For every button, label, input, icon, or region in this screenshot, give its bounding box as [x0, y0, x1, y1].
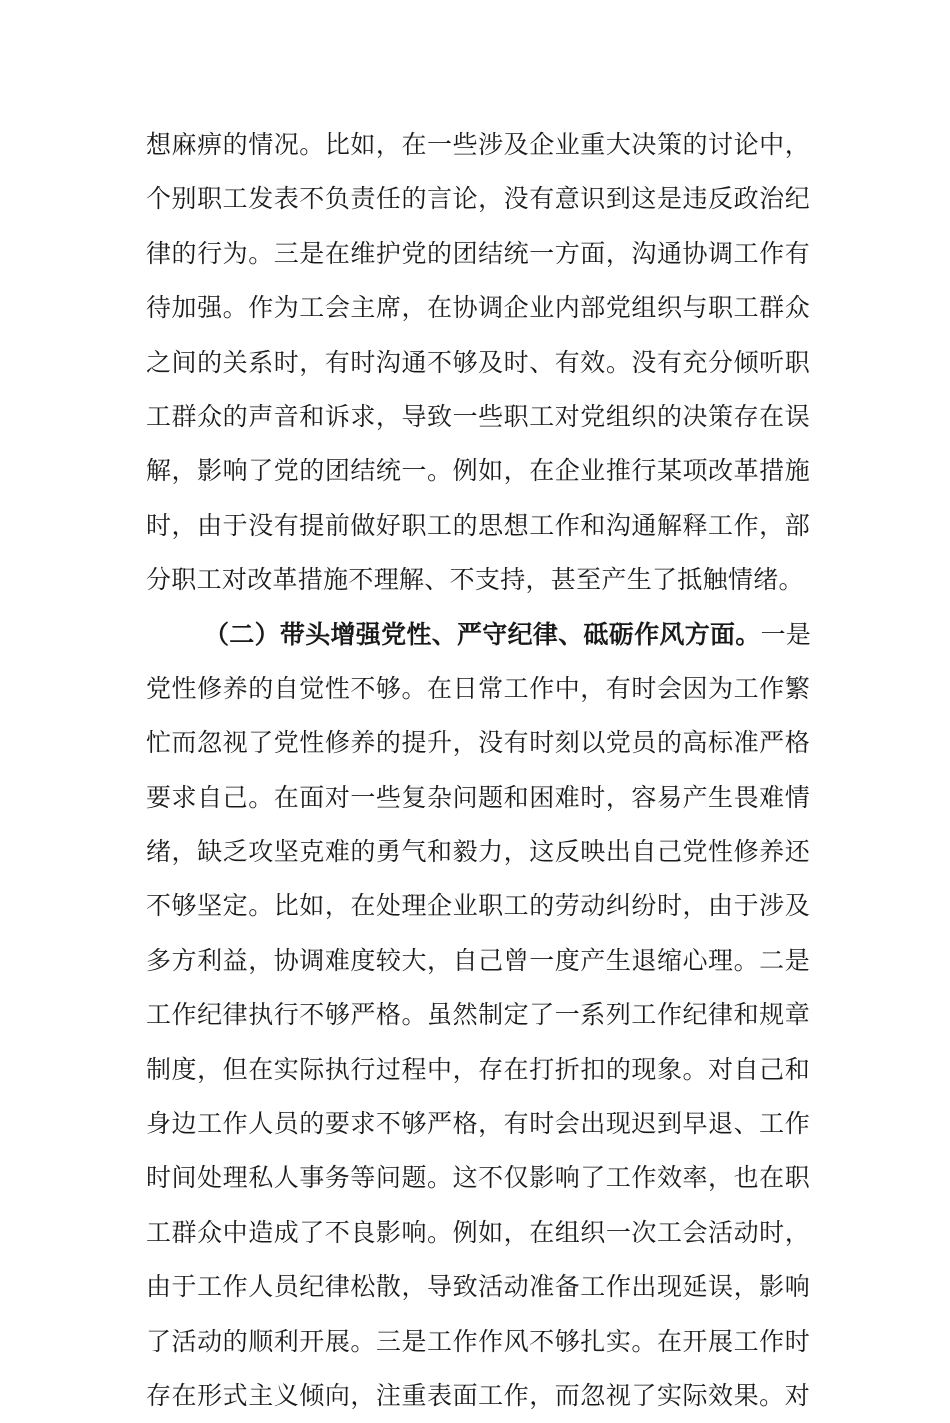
section-heading-continuation: 一是	[760, 619, 812, 649]
text-line: 制度，但在实际执行过程中，存在打折扣的现象。对自己和	[146, 1054, 810, 1084]
section-heading-line	[146, 608, 810, 662]
text-line: 待加强。作为工会主席，在协调企业内部党组织与职工群众	[146, 293, 810, 323]
text-line: 工作纪律执行不够严格。虽然制定了一系列工作纪律和规章	[146, 1000, 810, 1030]
text-line: 解，影响了党的团结统一。例如，在企业推行某项改革措施	[146, 456, 810, 486]
text-line: 多方利益，协调难度较大，自己曾一度产生退缩心理。二是	[146, 945, 810, 975]
text-line: 了活动的顺利开展。三是工作作风不够扎实。在开展工作时	[146, 1326, 810, 1356]
text-line: 绪，缺乏攻坚克难的勇气和毅力，这反映出自己党性修养还	[146, 837, 810, 867]
text-line: 分职工对改革措施不理解、不支持，甚至产生了抵触情绪。	[146, 565, 804, 595]
text-line: 不够坚定。比如，在处理企业职工的劳动纠纷时，由于涉及	[146, 891, 810, 921]
text-line: 想麻痹的情况。比如，在一些涉及企业重大决策的讨论中，	[146, 130, 810, 159]
text-line: 存在形式主义倾向，注重表面工作，而忽视了实际效果。对	[146, 1380, 810, 1410]
text-line: 律的行为。三是在维护党的团结统一方面，沟通协调工作有	[146, 238, 810, 268]
text-line: 工群众的声音和诉求，导致一些职工对党组织的决策存在误	[146, 401, 810, 431]
text-line: 身边工作人员的要求不够严格，有时会出现迟到早退、工作	[146, 1109, 810, 1139]
text-line: 党性修养的自觉性不够。在日常工作中，有时会因为工作繁	[146, 673, 810, 703]
text-line: 个别职工发表不负责任的言论，没有意识到这是违反政治纪	[146, 184, 810, 214]
text-line: 工群众中造成了不良影响。例如，在组织一次工会活动时，	[146, 1217, 810, 1247]
document-body	[146, 118, 810, 1423]
section-heading: （二）带头增强党性、严守纪律、砥砺作风方面。	[204, 619, 761, 649]
text-line: 由于工作人员纪律松散，导致活动准备工作出现延误，影响	[146, 1272, 810, 1302]
text-line: 时间处理私人事务等问题。这不仅影响了工作效率，也在职	[146, 1163, 810, 1193]
text-line: 之间的关系时，有时沟通不够及时、有效。没有充分倾听职	[146, 347, 810, 377]
text-line: 忙而忽视了党性修养的提升，没有时刻以党员的高标准严格	[146, 728, 810, 758]
text-line: 要求自己。在面对一些复杂问题和困难时，容易产生畏难情	[146, 782, 810, 812]
text-line: 时，由于没有提前做好职工的思想工作和沟通解释工作，部	[146, 510, 810, 540]
